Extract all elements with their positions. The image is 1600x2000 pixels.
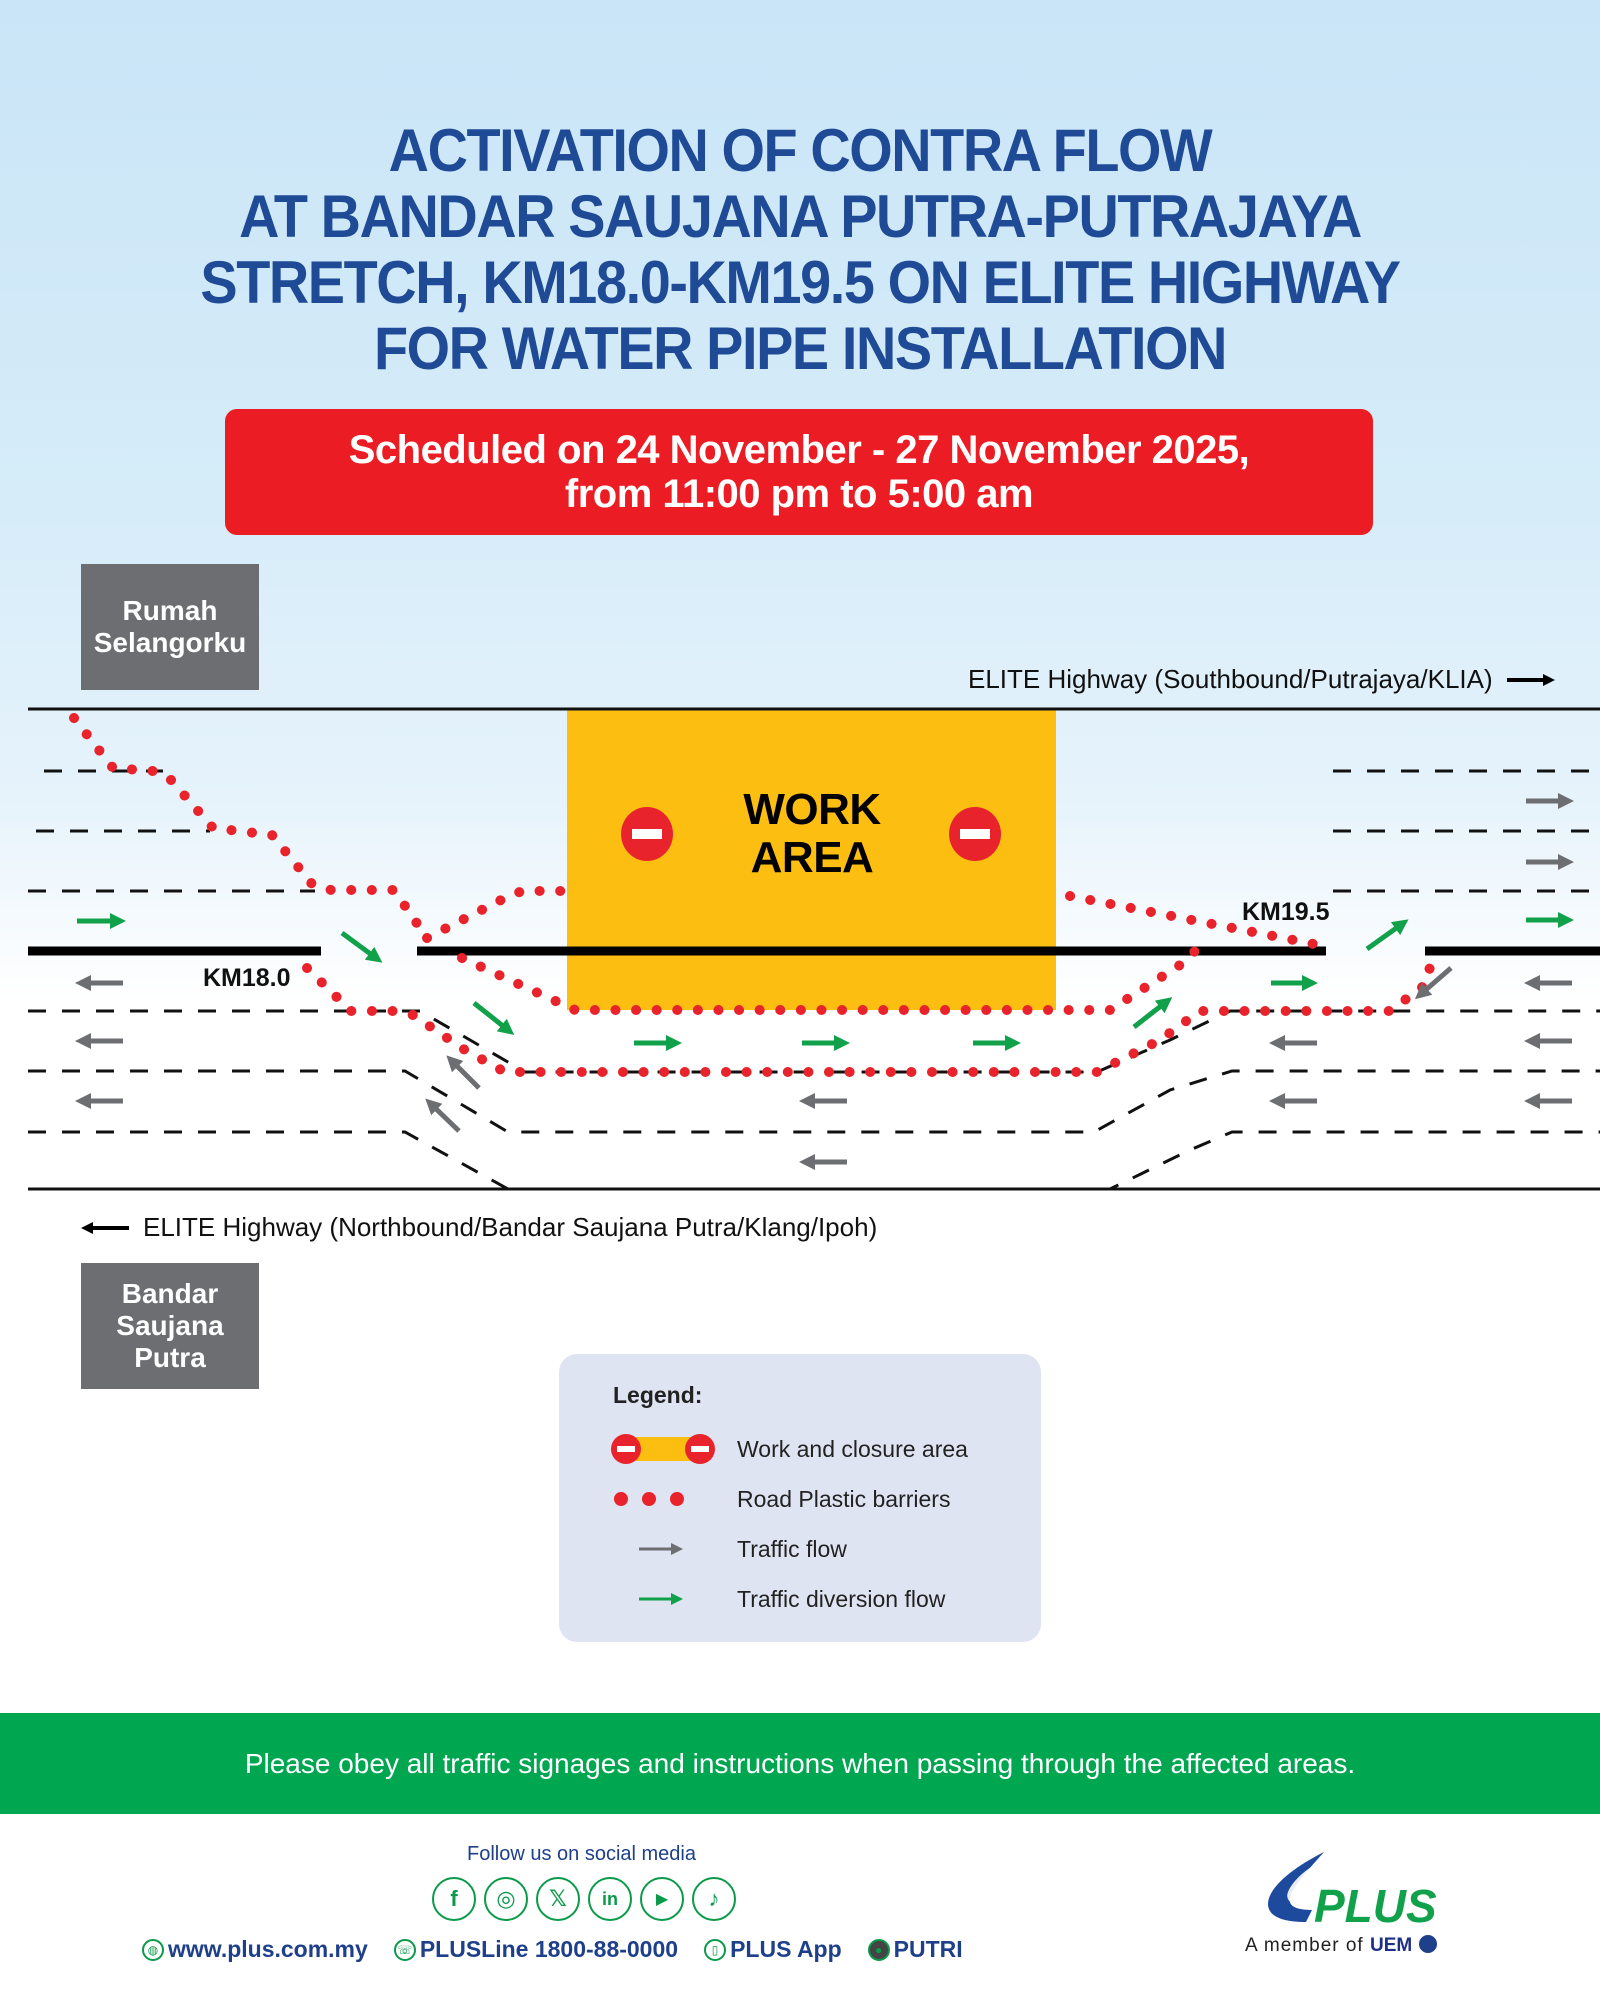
contra-flow-diagram [0,700,1600,1200]
uem-brand: UEM [1370,1935,1413,1956]
putri-text: PUTRI [893,1936,963,1962]
km-end-label: KM19.5 [1242,898,1330,926]
arrow-left-icon [81,1220,129,1236]
plus-app-text: PLUS App [730,1936,842,1962]
place-bottom-line-2: Saujana [116,1310,224,1341]
legend-item-diversion-flow [559,1581,1041,1617]
globe-icon: ◍ [142,1939,164,1961]
schedule-times: from 11:00 pm to 5:00 am [564,472,1034,516]
legend-title: Legend: [613,1382,703,1408]
place-bottom-line-3: Putra [134,1342,206,1373]
follow-text: Follow us on social media [467,1843,696,1865]
title-line-2: AT BANDAR SAUJANA PUTRA-PUTRAJAYA [239,183,1361,250]
facebook-icon[interactable]: f [432,1877,476,1921]
work-area-line-1: WORK [743,785,881,834]
legend-label: Traffic flow [737,1536,847,1562]
title-line-1: ACTIVATION OF CONTRA FLOW [388,117,1212,184]
member-prefix: A member of [1245,1935,1364,1956]
southbound-label [968,664,1557,695]
instagram-icon[interactable]: ◎ [484,1877,528,1921]
place-bandar-saujana-putra [81,1263,259,1389]
social-icons [432,1877,736,1921]
putri-link[interactable] [868,1936,963,1963]
plusline-link[interactable] [394,1936,678,1963]
linkedin-icon[interactable]: in [588,1877,632,1921]
northbound-label [81,1212,877,1243]
legend-label: Road Plastic barriers [737,1486,951,1512]
title-line-3: STRETCH, KM18.0-KM19.5 ON ELITE HIGHWAY [200,249,1400,316]
legend [559,1354,1041,1642]
legend-item-work-closure [559,1431,1041,1467]
no-entry-icon [949,807,1001,861]
southbound-text: ELITE Highway (Southbound/Putrajaya/KLIA) [968,664,1493,694]
legend-item-barriers [559,1481,1041,1517]
green-arrow-icon [611,1581,715,1617]
place-bottom-line-1: Bandar [121,1278,219,1309]
website-link[interactable] [142,1936,368,1963]
work-area-line-2: AREA [750,833,874,882]
title-line-4: FOR WATER PIPE INSTALLATION [373,315,1226,382]
mobile-icon: ▯ [704,1939,726,1961]
schedule-dates: Scheduled on 24 November - 27 November 2025, [348,428,1250,472]
putri-avatar-icon: ● [868,1939,890,1961]
plus-logo [1262,1848,1462,1928]
page-title [56,118,1544,382]
legend-item-traffic-flow [559,1531,1041,1567]
northbound-text: ELITE Highway (Northbound/Bandar Saujana Putra/Klang/Ipoh) [143,1212,878,1242]
uem-globe-icon [1419,1935,1437,1953]
schedule-banner [225,409,1373,535]
legend-label: Traffic diversion flow [737,1586,946,1612]
gray-arrow-icon [611,1531,715,1567]
x-icon[interactable]: 𝕏 [536,1877,580,1921]
plus-app-link[interactable] [704,1936,842,1963]
youtube-icon[interactable]: ▶ [640,1877,684,1921]
contact-links [142,1936,963,1963]
place-top-line-1: Rumah [122,595,218,626]
work-area-label [712,786,912,882]
logo-text: PLUS [1314,1880,1437,1928]
place-rumah-selangorku [81,564,259,690]
arrow-right-icon [1507,672,1557,688]
no-entry-icon [621,807,673,861]
tiktok-icon[interactable]: ♪ [692,1877,736,1921]
place-top-line-2: Selangorku [93,627,247,658]
barrier-dots-icon [611,1481,715,1517]
work-closure-icon [611,1431,715,1467]
plusline-text: PLUSLine 1800-88-0000 [419,1936,679,1962]
website-text: www.plus.com.my [168,1936,368,1962]
km-start-label: KM18.0 [203,964,291,992]
member-of-uem [1245,1935,1437,1957]
legend-label: Work and closure area [737,1436,968,1462]
notice-band: Please obey all traffic signages and instructions when passing through the affected areas. [0,1713,1600,1814]
phone-icon: ☏ [394,1939,416,1961]
